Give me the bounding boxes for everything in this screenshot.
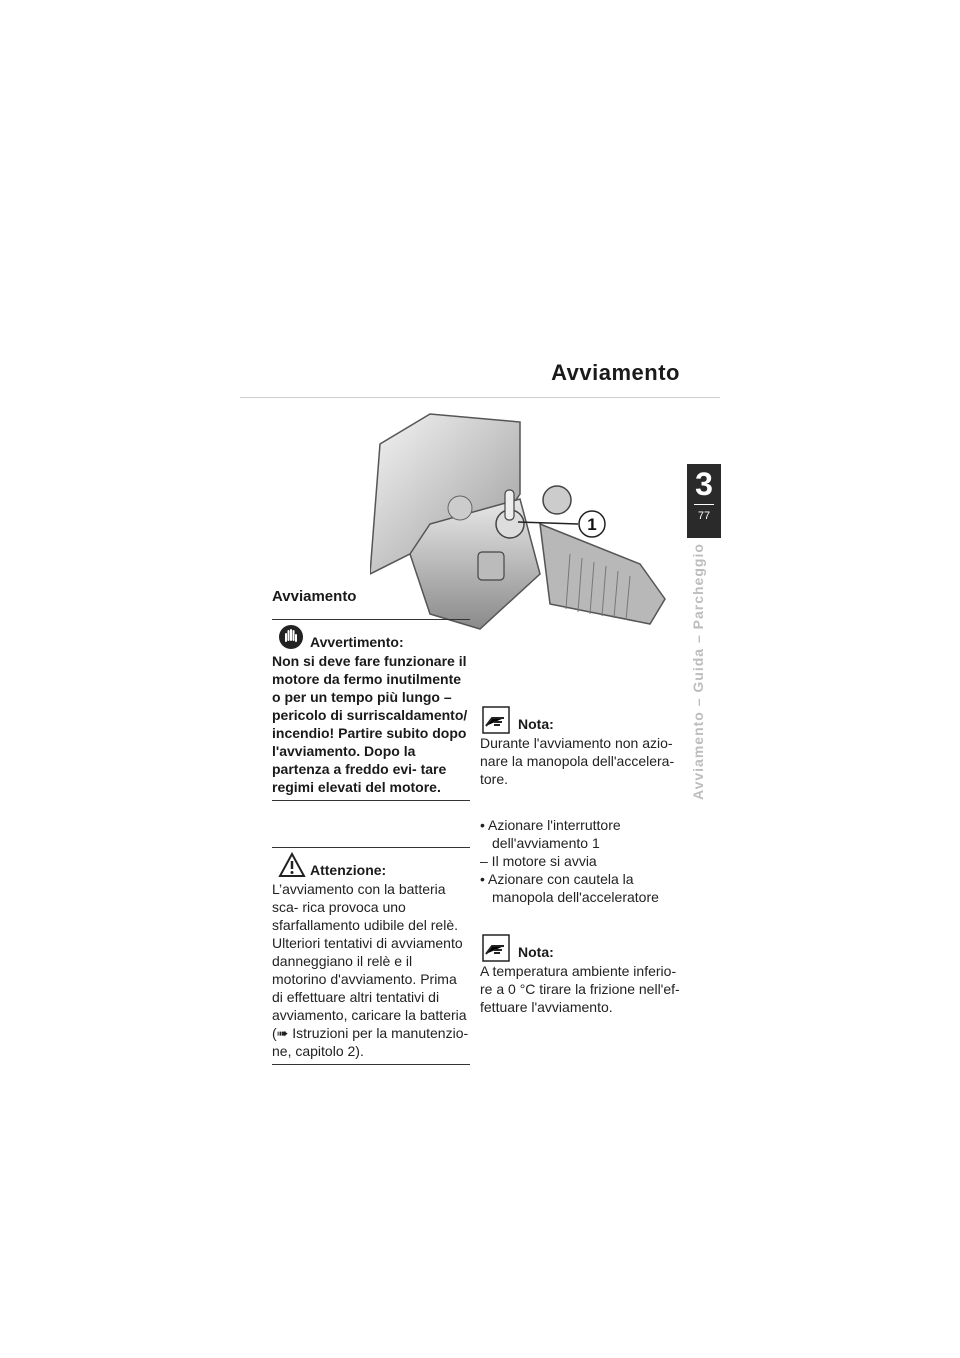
warning-text: Non si deve fare funzionare il motore da fermo inutilmente o per un tempo più lungo – pericolo di surriscaldamento/ incendio! Partire subito dopo l'avviamento. Dopo la partenza a freddo evi- tare regimi elevati del motore.: [272, 653, 468, 795]
header-divider: [240, 397, 720, 398]
list-item: – Il motore si avvia: [480, 853, 597, 869]
chapter-tab: [687, 464, 721, 538]
right-column: [480, 706, 690, 1016]
note-hand-icon: [482, 706, 510, 734]
note-block: [480, 706, 690, 788]
warning-label: Avvertimento:: [310, 634, 404, 650]
caution-label: Attenzione:: [310, 862, 387, 878]
list-item: • Azionare con cautela la manopola dell'acceleratore: [480, 871, 659, 905]
instruction-steps: [480, 816, 690, 906]
note-hand-icon: [482, 934, 510, 962]
page-title: Avviamento: [551, 360, 680, 385]
note-label: Nota:: [518, 944, 554, 960]
callout-number: 1: [587, 515, 597, 534]
caution-text: L’avviamento con la batteria sca- rica provoca uno sfarfallamento udibile del relè. Ulteriori tentativi di avviamento danneggiano il relè e il motorino d'avviamento. Prima di effettuare altri tentativi di avviamento, caricare la batteria (➠ Istruzioni per la manutenzio- ne, capitolo 2).: [272, 881, 469, 1059]
note-text: A temperatura ambiente inferio- re a 0 °C tirare la frizione nell'ef- fettuare l'avviamento.: [480, 963, 680, 1015]
side-section-label: Avviamento – Guida – Parcheggio: [690, 543, 706, 800]
left-column: [272, 588, 470, 1085]
note-label: Nota:: [518, 716, 554, 732]
hand-stop-icon: [278, 624, 304, 650]
page-number: 77: [697, 510, 711, 522]
list-item: • Azionare l'interruttore dell'avviamento 1: [480, 817, 621, 851]
chapter-number: 3: [695, 466, 713, 502]
note-block: [480, 934, 690, 1016]
caution-block: [272, 847, 470, 1065]
note-text: Durante l'avviamento non azio- nare la manopola dell'accelera- tore.: [480, 735, 675, 787]
warning-triangle-icon: [278, 852, 306, 878]
warning-block: [272, 619, 470, 801]
section-heading: Avviamento: [272, 588, 357, 605]
